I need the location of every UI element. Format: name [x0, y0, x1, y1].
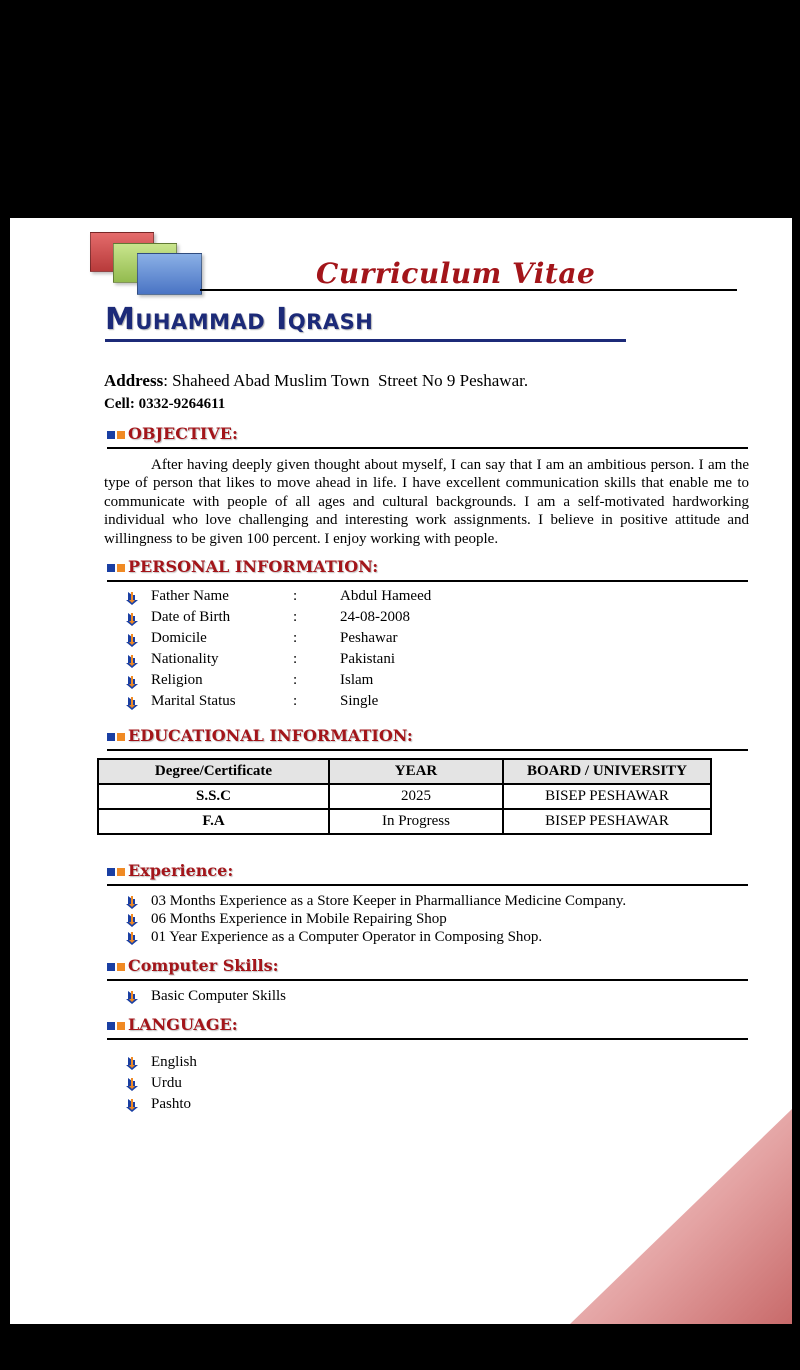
section-language [107, 1014, 748, 1040]
table-header-row [98, 759, 711, 784]
education-table [97, 758, 712, 835]
personal-info-label: Date of Birth [151, 609, 231, 625]
section-heading: PERSONAL INFORMATION: [128, 557, 379, 576]
down-arrow-bullet-icon [125, 590, 139, 605]
address-label: Address [104, 371, 164, 390]
table-cell: 2025 [329, 784, 503, 809]
language-item-text: English [151, 1054, 197, 1070]
square-marker-icon [107, 868, 115, 876]
name-underline [105, 339, 626, 342]
section-experience [107, 860, 748, 886]
candidate-name: Muhammad Iqrash [105, 302, 374, 337]
column-header: BOARD / UNIVERSITY [503, 759, 711, 784]
skill-item-text: Basic Computer Skills [151, 988, 286, 1004]
section-objective [107, 423, 748, 449]
personal-info-separator: : [293, 588, 298, 604]
address [104, 371, 528, 391]
personal-info-label: Father Name [151, 588, 229, 604]
section-heading: OBJECTIVE: [128, 424, 238, 443]
personal-info-separator: : [293, 672, 298, 688]
square-marker-icon [117, 1022, 125, 1030]
section-heading: Computer Skills: [128, 956, 279, 975]
square-marker-icon [117, 868, 125, 876]
section-education [107, 725, 748, 751]
table-cell: BISEP PESHAWAR [503, 784, 711, 809]
resume-page [10, 218, 792, 1324]
personal-info-label: Domicile [151, 630, 207, 646]
personal-info-separator: : [293, 651, 298, 667]
down-arrow-bullet-icon [125, 674, 139, 689]
square-marker-icon [117, 733, 125, 741]
table-row [98, 809, 711, 834]
personal-info-label: Nationality [151, 651, 219, 667]
down-arrow-bullet-icon [125, 912, 139, 927]
down-arrow-bullet-icon [125, 653, 139, 668]
column-header: Degree/Certificate [98, 759, 329, 784]
personal-info-value: Peshawar [340, 630, 398, 646]
section-heading: Experience: [128, 861, 234, 880]
personal-info-value: 24-08-2008 [340, 609, 410, 625]
cv-title: Curriculum Vitae [316, 257, 596, 290]
square-marker-icon [107, 1022, 115, 1030]
section-personal [107, 556, 748, 582]
language-item-text: Urdu [151, 1075, 182, 1091]
personal-info-separator: : [293, 630, 298, 646]
personal-info-value: Islam [340, 672, 374, 688]
square-marker-icon [107, 963, 115, 971]
section-heading: LANGUAGE: [128, 1015, 238, 1034]
objective-text: After having deeply given thought about myself, I can say that I am an ambitious person. I am the type of person that likes to move ahead in life. I have excellent communication skills that enable me to communicate with people of all ages and cultural backgrounds. I am a self-motivated hardworking individual who love challenging and interesting work assignments. I believe in positive attitude and willingness to be given 100 percent. I enjoy working with people. [104, 457, 749, 547]
square-marker-icon [107, 564, 115, 572]
table-row [98, 784, 711, 809]
square-marker-icon [117, 963, 125, 971]
personal-info-value: Abdul Hameed [340, 588, 432, 604]
personal-info-label: Religion [151, 672, 203, 688]
personal-info-separator: : [293, 609, 298, 625]
square-marker-icon [107, 431, 115, 439]
square-marker-icon [117, 564, 125, 572]
table-cell: In Progress [329, 809, 503, 834]
down-arrow-bullet-icon [125, 695, 139, 710]
corner-decoration [570, 1109, 792, 1324]
section-heading: EDUCATIONAL INFORMATION: [128, 726, 413, 745]
cell-number: Cell: 0332-9264611 [104, 396, 226, 412]
down-arrow-bullet-icon [125, 894, 139, 909]
down-arrow-bullet-icon [125, 611, 139, 626]
experience-item-text: 06 Months Experience in Mobile Repairing Shop [151, 911, 447, 927]
down-arrow-bullet-icon [125, 1055, 139, 1070]
down-arrow-bullet-icon [125, 1076, 139, 1091]
language-item-text: Pashto [151, 1096, 192, 1112]
personal-info-value: Single [340, 693, 379, 709]
personal-info-value: Pakistani [340, 651, 395, 667]
down-arrow-bullet-icon [125, 930, 139, 945]
address-value: : Shaheed Abad Muslim Town Street No 9 Peshawar. [163, 371, 529, 390]
square-marker-icon [107, 733, 115, 741]
square-marker-icon [117, 431, 125, 439]
down-arrow-bullet-icon [125, 1097, 139, 1112]
table-cell: S.S.C [98, 784, 329, 809]
table-cell: BISEP PESHAWAR [503, 809, 711, 834]
down-arrow-bullet-icon [125, 632, 139, 647]
table-cell: F.A [98, 809, 329, 834]
logo-block-blue [137, 253, 202, 295]
column-header: YEAR [329, 759, 503, 784]
experience-item-text: 03 Months Experience as a Store Keeper in Pharmalliance Medicine Company. [151, 893, 627, 909]
experience-item-text: 01 Year Experience as a Computer Operator in Composing Shop. [151, 929, 543, 945]
down-arrow-bullet-icon [125, 989, 139, 1004]
personal-info-label: Marital Status [151, 693, 236, 709]
section-computer-skills [107, 955, 748, 981]
personal-info-separator: : [293, 693, 298, 709]
